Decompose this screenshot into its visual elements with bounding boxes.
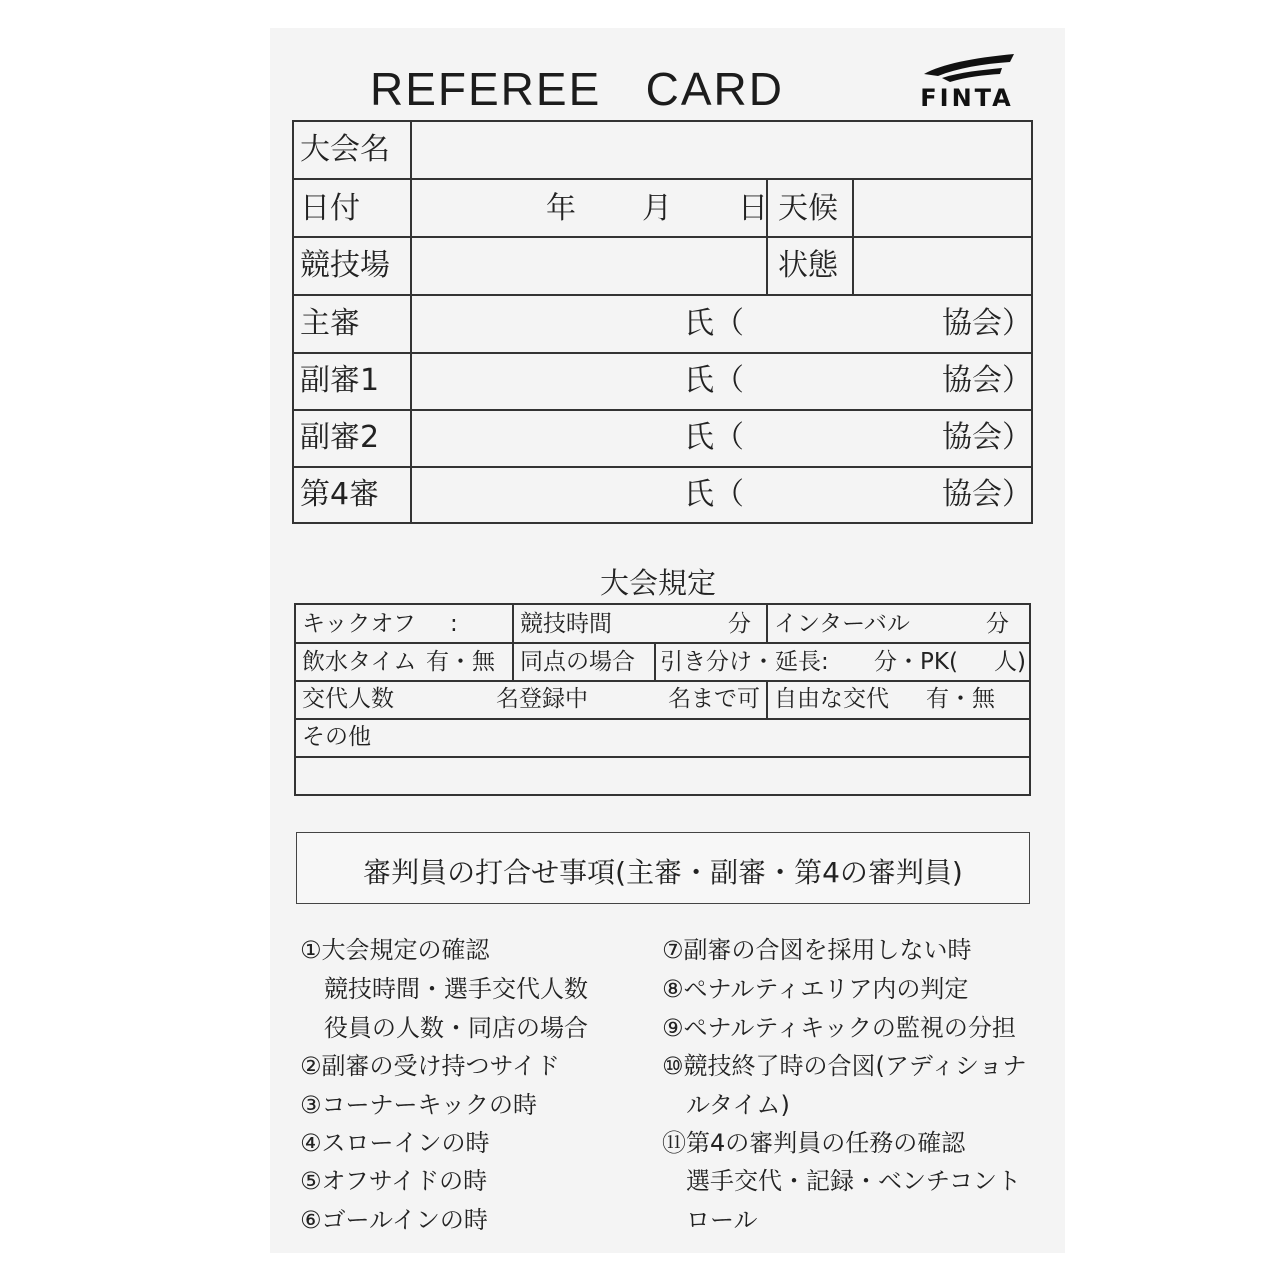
meeting-item-7: ⑦副審の合図を採用しない時 bbox=[662, 936, 972, 964]
meeting-items-header bbox=[296, 832, 1030, 904]
match-time-unit: 分 bbox=[728, 611, 751, 637]
assistant1-name-suffix: 氏（ bbox=[684, 363, 744, 398]
meeting-item-1-detail-a: 競技時間・選手交代人数 bbox=[300, 975, 588, 1003]
fourth-official-label: 第4審 bbox=[300, 477, 380, 512]
venue-field[interactable] bbox=[413, 238, 765, 293]
referee-card bbox=[270, 28, 1065, 1253]
assistant1-label: 副審1 bbox=[300, 363, 380, 398]
finta-logo bbox=[902, 52, 1032, 116]
meeting-item-11-detail-a: 選手交代・記録・ベンチコント bbox=[662, 1167, 1022, 1195]
rules-title: 大会規定 bbox=[600, 566, 717, 600]
tie-label: 同点の場合 bbox=[520, 649, 635, 675]
condition-label: 状態 bbox=[778, 248, 838, 283]
card-title: REFEREE CARD bbox=[370, 63, 784, 115]
substitutions-label: 交代人数 bbox=[302, 686, 394, 712]
meeting-item-10: ⑩競技終了時の合図(アディショナ bbox=[662, 1052, 1027, 1080]
referee-label: 主審 bbox=[300, 306, 360, 341]
meeting-item-11: ⑪第4の審判員の任務の確認 bbox=[662, 1129, 966, 1157]
match-time-label: 競技時間 bbox=[520, 611, 612, 637]
fourth-official-name-suffix: 氏（ bbox=[684, 477, 744, 512]
assistant2-label: 副審2 bbox=[300, 420, 380, 455]
kickoff-label: キックオフ bbox=[302, 611, 416, 637]
finta-logo-text: FINTA bbox=[920, 84, 1014, 112]
weather-label: 天候 bbox=[778, 191, 838, 226]
other-label: その他 bbox=[302, 724, 371, 750]
free-sub-label: 自由な交代 bbox=[774, 686, 889, 712]
fourth-official-assoc-suffix: 協会） bbox=[942, 477, 1032, 512]
tournament-label: 大会名 bbox=[300, 132, 390, 167]
free-sub-options[interactable]: 有・無 bbox=[926, 686, 995, 712]
meeting-item-8: ⑧ペナルティエリア内の判定 bbox=[662, 975, 969, 1003]
kickoff-colon: : bbox=[450, 611, 458, 637]
substitutions-registered: 名登録中 bbox=[496, 686, 588, 712]
meeting-item-5: ⑤オフサイドの時 bbox=[300, 1167, 488, 1195]
condition-field[interactable] bbox=[855, 238, 1030, 293]
tie-minutes-pk: 分・PK( bbox=[874, 649, 958, 675]
venue-label: 競技場 bbox=[300, 248, 390, 283]
date-label: 日付 bbox=[300, 191, 360, 226]
weather-field[interactable] bbox=[855, 180, 1030, 235]
water-break-label: 飲水タイム bbox=[302, 649, 417, 675]
tie-text: 引き分け・延長: bbox=[660, 649, 829, 675]
meeting-item-6: ⑥ゴールインの時 bbox=[300, 1206, 488, 1234]
referee-assoc-suffix: 協会） bbox=[942, 306, 1032, 341]
water-break-options[interactable]: 有・無 bbox=[426, 649, 495, 675]
meeting-item-10-cont: ルタイム) bbox=[662, 1091, 790, 1119]
meeting-item-9: ⑨ペナルティキックの監視の分担 bbox=[662, 1014, 1016, 1042]
interval-label: インターバル bbox=[774, 611, 910, 637]
meeting-item-2: ②副審の受け持つサイド bbox=[300, 1052, 560, 1080]
meeting-item-3: ③コーナーキックの時 bbox=[300, 1091, 538, 1119]
referee-name-suffix: 氏（ bbox=[684, 306, 744, 341]
date-month-label: 月 bbox=[642, 191, 672, 226]
other-field[interactable] bbox=[296, 758, 1029, 794]
meeting-item-11-detail-b: ロール bbox=[662, 1206, 758, 1234]
tournament-field[interactable] bbox=[413, 122, 1030, 177]
meeting-item-4: ④スローインの時 bbox=[300, 1129, 490, 1157]
interval-unit: 分 bbox=[986, 611, 1009, 637]
substitutions-allowed: 名まで可 bbox=[668, 686, 760, 712]
date-day-label: 日 bbox=[738, 191, 768, 226]
assistant2-name-suffix: 氏（ bbox=[684, 420, 744, 455]
assistant1-assoc-suffix: 協会） bbox=[942, 363, 1032, 398]
finta-logo-mark bbox=[902, 52, 1032, 88]
assistant2-assoc-suffix: 協会） bbox=[942, 420, 1032, 455]
meeting-items-title: 審判員の打合せ事項(主審・副審・第4の審判員) bbox=[363, 856, 963, 889]
meeting-item-1: ①大会規定の確認 bbox=[300, 936, 490, 964]
date-year-label: 年 bbox=[546, 191, 576, 226]
tie-people: 人) bbox=[994, 649, 1026, 675]
meeting-item-1-detail-b: 役員の人数・同店の場合 bbox=[300, 1014, 588, 1042]
